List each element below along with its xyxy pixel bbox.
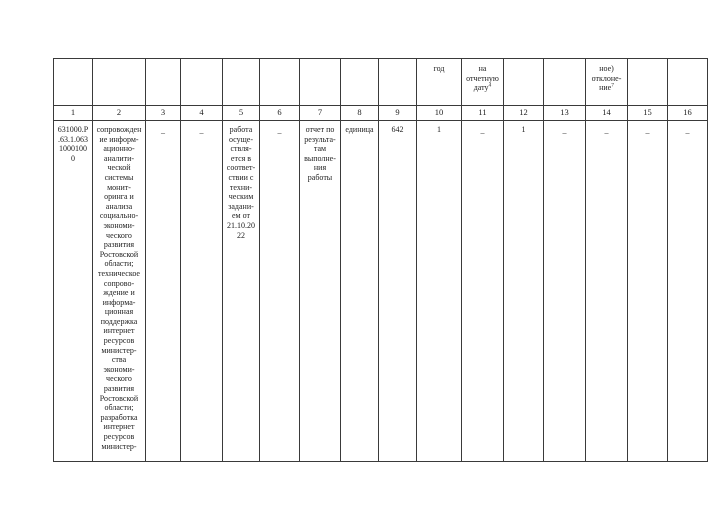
- approved-value-cell: [417, 121, 462, 462]
- actual-value-cell: [504, 121, 544, 462]
- header-row: [54, 59, 708, 106]
- header-cell-4: [181, 59, 223, 106]
- column-number: 12: [504, 106, 544, 121]
- registry-code: 631000.Р .63.1.063 1000100 0: [57, 125, 89, 163]
- dash-value: –: [161, 128, 165, 137]
- unit-cell: [341, 121, 379, 462]
- header-cell-15: [628, 59, 668, 106]
- cell-14: [586, 121, 628, 462]
- header-year-label: год: [433, 64, 445, 73]
- header-cell-5: [223, 59, 260, 106]
- dash-value: –: [685, 128, 690, 137]
- header-cell-9: [379, 59, 417, 106]
- dash-value: –: [562, 128, 567, 137]
- column-number: 3: [146, 106, 181, 121]
- column-number: 1: [54, 106, 93, 121]
- footnote-7: 7: [611, 82, 614, 89]
- column-number: 2: [93, 106, 146, 121]
- cell-13: [544, 121, 586, 462]
- cell-3: [146, 121, 181, 462]
- cell-15: [628, 121, 668, 462]
- work-condition: работа осуще- ствля- ется в соответ- ствии с техни- ческим задани- ем от 21.10.20 22: [226, 125, 256, 240]
- header-deviation-text: ное) отклоне- ние: [591, 64, 622, 93]
- okei-code: 642: [391, 125, 404, 134]
- column-number: 4: [181, 106, 223, 121]
- cell-11: [462, 121, 504, 462]
- header-reporting-date-text: на отчетную дату: [466, 64, 499, 93]
- work-description: сопровожден ие информ- ационно- аналити- ческой системы монит- оринга и анализа социально- экономи- ческого развития Ростовской области; техническое сопрово- ждение и информа- ционная поддержка интернет ресурсов министер- ства экономи- ческого развития Ростовской области; разработка интернет ресурсов министер-: [96, 125, 142, 451]
- column-number: 9: [379, 106, 417, 121]
- header-deviation-label: [586, 64, 627, 93]
- indicator-name: отчет по результа- там выполне- ния работы: [304, 125, 336, 182]
- header-cell-13: [544, 59, 586, 106]
- dash-value: –: [199, 128, 204, 137]
- work-description-cell: [93, 121, 146, 462]
- cell-6: [260, 121, 300, 462]
- header-cell-3: [146, 59, 181, 106]
- header-reporting-date-label: [462, 64, 503, 93]
- header-cell-6: [260, 59, 300, 106]
- dash-value: –: [277, 128, 282, 137]
- dash-value: –: [604, 128, 609, 137]
- report-table: [53, 58, 708, 462]
- column-number: 13: [544, 106, 586, 121]
- column-number: 14: [586, 106, 628, 121]
- header-cell-1: [54, 59, 93, 106]
- dash-value: –: [480, 128, 485, 137]
- column-number: 6: [260, 106, 300, 121]
- unit-name: единица: [345, 125, 374, 134]
- header-cell-10: [417, 59, 462, 106]
- data-row: [54, 121, 708, 462]
- footnote-4: 4: [488, 82, 492, 89]
- header-cell-8: [341, 59, 379, 106]
- header-cell-2: [93, 59, 146, 106]
- cell-4: [181, 121, 223, 462]
- column-number: 5: [223, 106, 260, 121]
- column-number: 8: [341, 106, 379, 121]
- column-number: 10: [417, 106, 462, 121]
- column-number: 15: [628, 106, 668, 121]
- header-cell-16: [668, 59, 708, 106]
- dash-value: –: [645, 128, 650, 137]
- registry-code-cell: [54, 121, 93, 462]
- column-number: 7: [300, 106, 341, 121]
- indicator-cell: [300, 121, 341, 462]
- header-cell-14: [586, 59, 628, 106]
- header-cell-12: [504, 59, 544, 106]
- header-cell-7: [300, 59, 341, 106]
- column-number-row: [54, 106, 708, 121]
- work-condition-cell: [223, 121, 260, 462]
- column-number: 16: [668, 106, 708, 121]
- actual-value: 1: [521, 125, 526, 134]
- cell-16: [668, 121, 708, 462]
- column-number: 11: [462, 106, 504, 121]
- header-cell-11: [462, 59, 504, 106]
- approved-value: 1: [437, 125, 441, 134]
- okei-code-cell: [379, 121, 417, 462]
